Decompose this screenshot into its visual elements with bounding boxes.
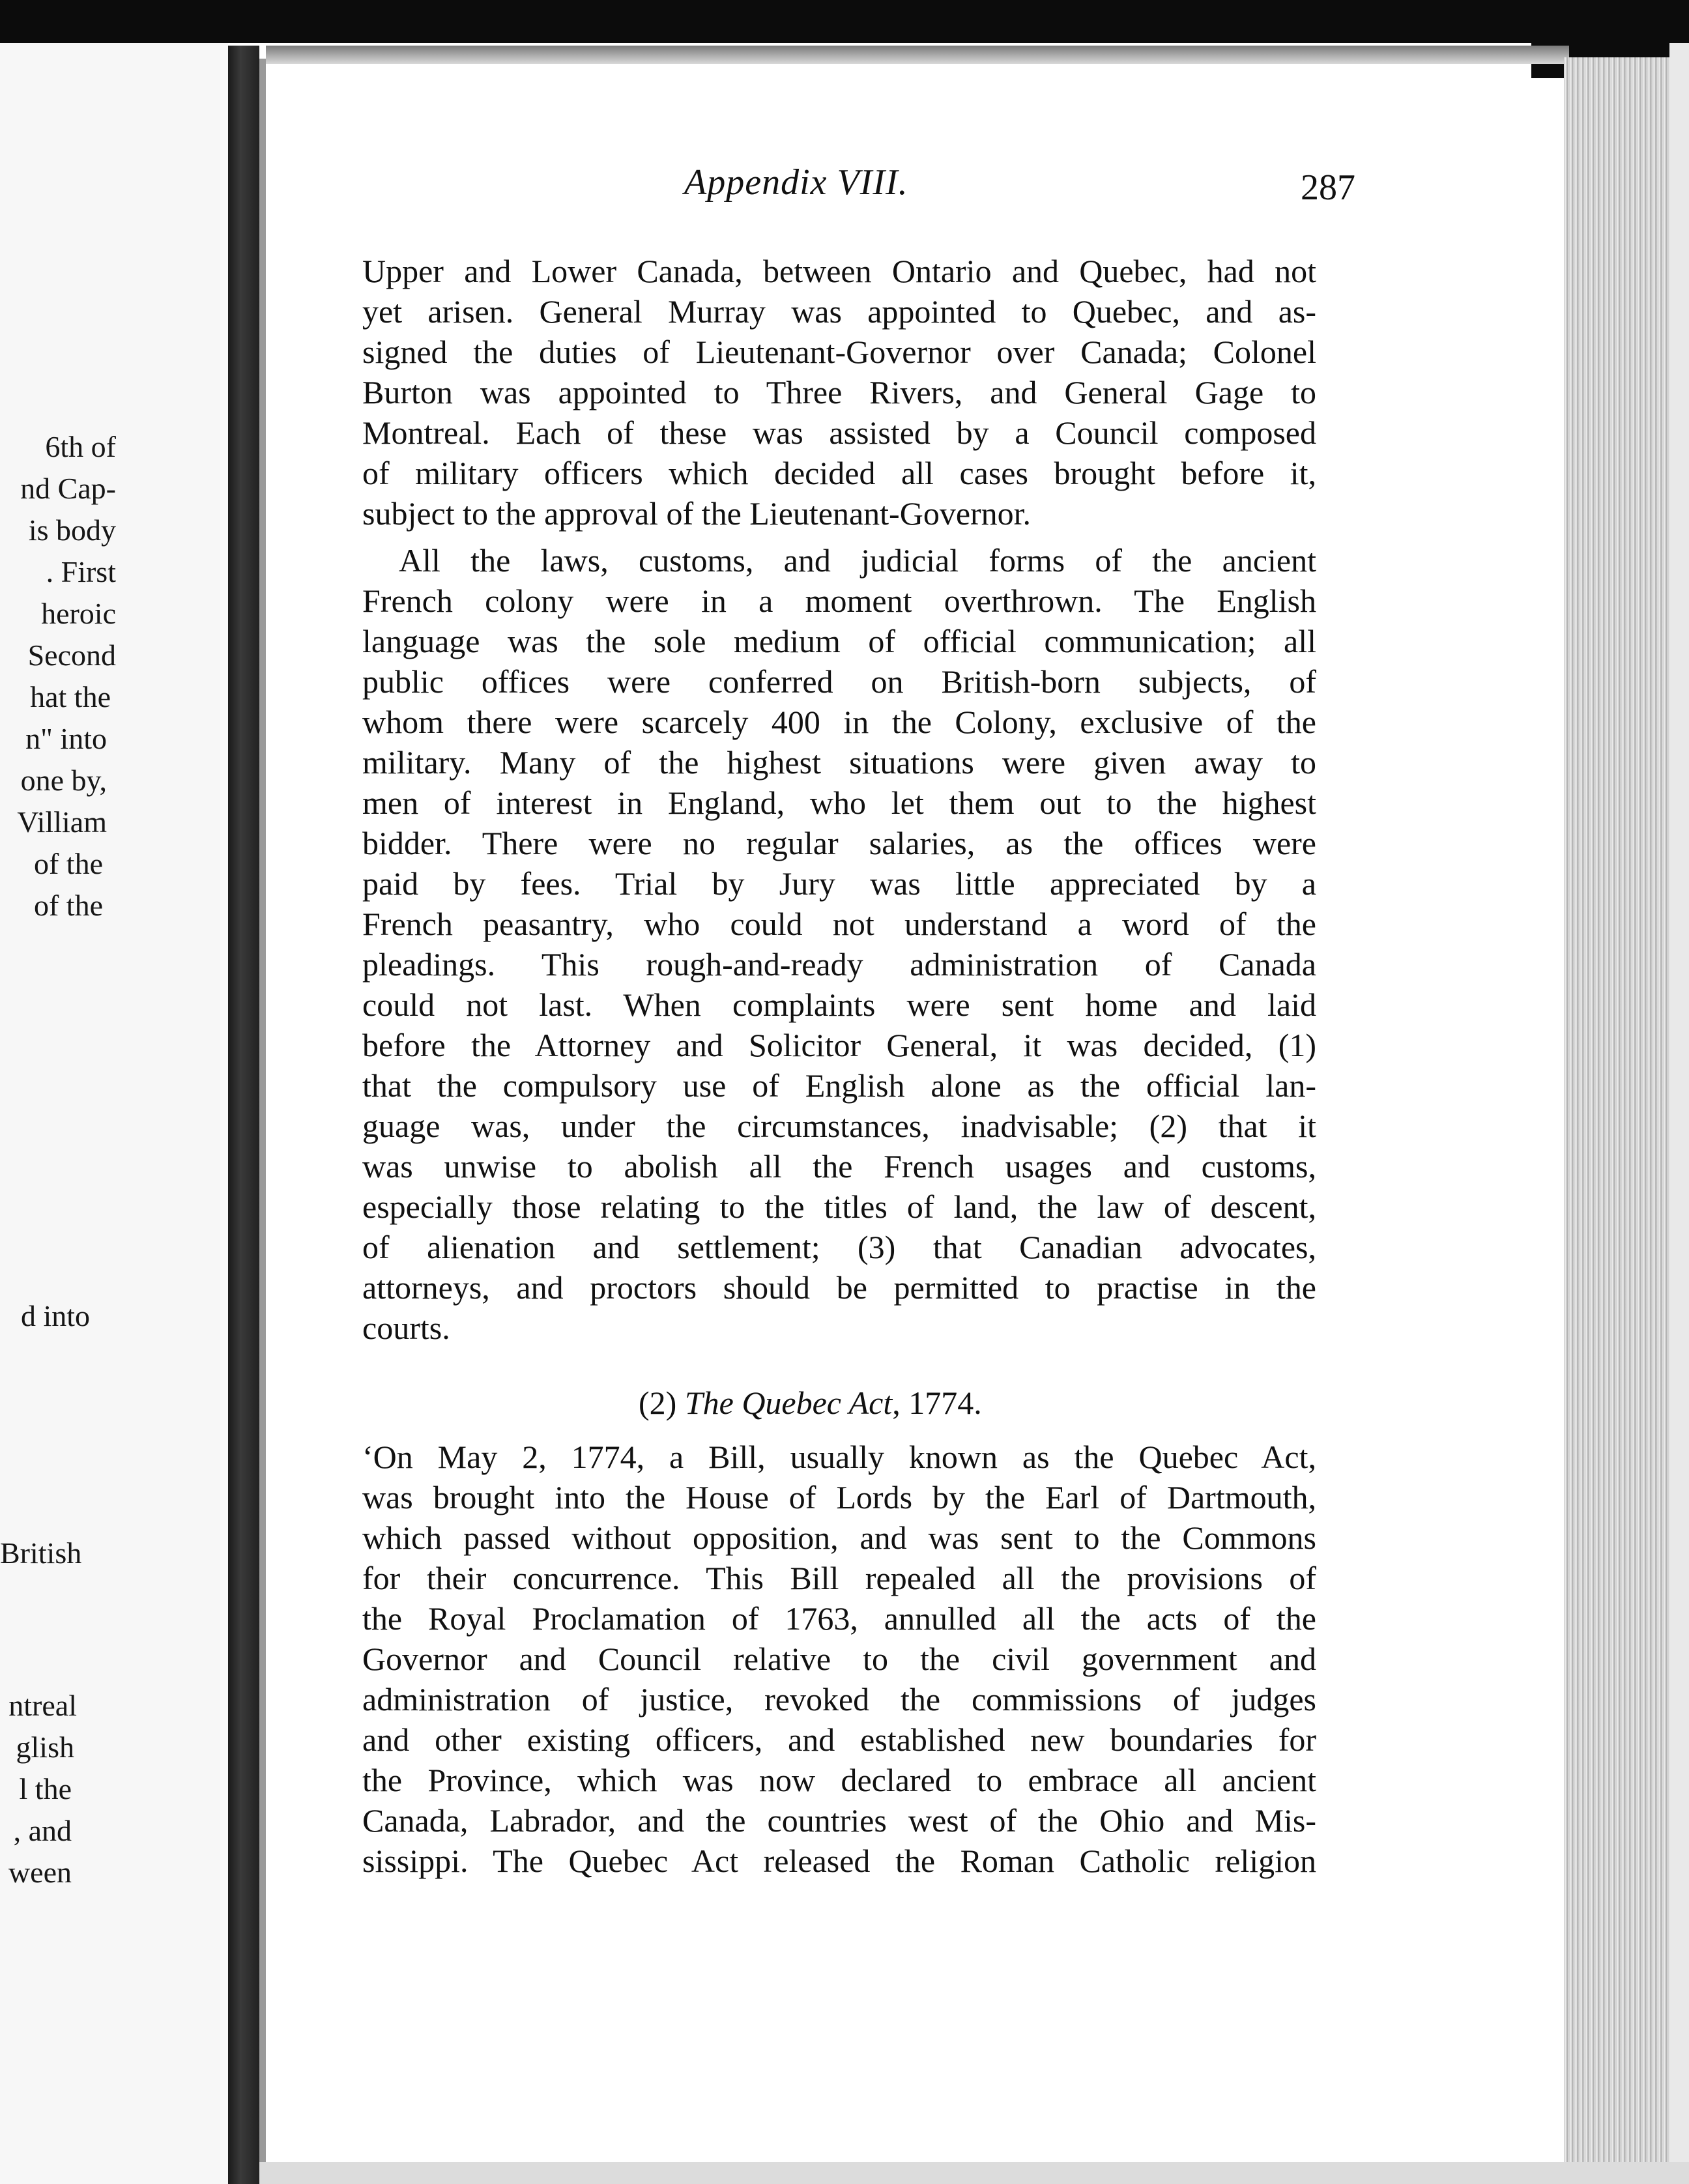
running-header-title: Appendix VIII. — [684, 162, 908, 203]
text-line: the Province, which was now declared to embrace all ancient — [362, 1762, 1316, 1798]
left-page-fragment: of the — [33, 889, 103, 922]
text-line: administration of justice, revoked the commissions of judges — [362, 1681, 1316, 1717]
left-page-fragment: ntreal — [8, 1689, 77, 1722]
text-line: courts. — [362, 1310, 450, 1346]
text-line: that the compulsory use of English alone as the official lan- — [362, 1067, 1316, 1104]
text-line: Governor and Council relative to the civil government and — [362, 1641, 1316, 1677]
text-line: yet arisen. General Murray was appointed to Quebec, and as- — [362, 293, 1316, 330]
left-page-fragment: . First — [46, 555, 116, 588]
text-line: bidder. There were no regular salaries, as the offices were — [362, 825, 1316, 861]
left-page-fragment: nd Cap- — [20, 472, 116, 505]
left-page-fragment: one by, — [20, 764, 107, 797]
text-line: ‘On May 2, 1774, a Bill, usually known as the Quebec Act, — [362, 1439, 1316, 1475]
left-page-fragment: British — [0, 1536, 82, 1570]
left-page-fragment: Villiam — [17, 805, 107, 839]
text-line: military. Many of the highest situations were given away to — [362, 744, 1316, 781]
section-number: (2) — [639, 1385, 677, 1421]
page-edges — [1564, 57, 1669, 2162]
text-line: attorneys, and proctors should be permitted to practise in the — [362, 1269, 1316, 1306]
text-line: was brought into the House of Lords by the Earl of Dartmouth, — [362, 1479, 1316, 1516]
section-heading — [639, 1384, 982, 1422]
left-page-fragment: , and — [13, 1814, 72, 1847]
text-line: of alienation and settlement; (3) that Canadian advocates, — [362, 1229, 1316, 1265]
gutter-shadow — [259, 59, 266, 2170]
left-page-fragment: d into — [20, 1299, 90, 1332]
text-line: French colony were in a moment overthrown. The English — [362, 582, 1316, 619]
scan-bottom-border — [259, 2162, 1689, 2184]
text-line: language was the sole medium of official communication; all — [362, 623, 1316, 659]
section-title: The Quebec Act — [684, 1385, 893, 1421]
text-line: French peasantry, who could not understand a word of the — [362, 906, 1316, 942]
text-line: was unwise to abolish all the French usages and customs, — [362, 1148, 1316, 1185]
text-line: Montreal. Each of these was assisted by a Council composed — [362, 414, 1316, 451]
text-line: the Royal Proclamation of 1763, annulled all the acts of the — [362, 1600, 1316, 1637]
text-line: guage was, under the circumstances, inadvisable; (2) that it — [362, 1108, 1316, 1144]
left-page-fragment: of the — [33, 847, 103, 880]
left-page-fragment: n" into — [25, 722, 107, 755]
section-year: , 1774. — [892, 1385, 982, 1421]
scan-right-border — [1669, 43, 1689, 2184]
left-page-fragment: is body — [28, 513, 116, 547]
text-line: sissippi. The Quebec Act released the Roman Catholic religion — [362, 1843, 1316, 1879]
text-line: before the Attorney and Solicitor General, it was decided, (1) — [362, 1027, 1316, 1063]
text-line: paid by fees. Trial by Jury was little appreciated by a — [362, 865, 1316, 902]
text-line: men of interest in England, who let them out to the highest — [362, 784, 1316, 821]
text-line: which passed without opposition, and was sent to the Commons — [362, 1519, 1316, 1556]
left-page-fragment: l the — [19, 1772, 72, 1805]
scan-top-border — [0, 0, 1689, 43]
text-line: especially those relating to the titles of land, the law of descent, — [362, 1188, 1316, 1225]
page-top-shadow — [266, 46, 1569, 64]
text-line: and other existing officers, and established new boundaries for — [362, 1721, 1316, 1758]
left-page-fragment: 6th of — [45, 430, 116, 463]
left-page-fragment: hat the — [30, 680, 111, 713]
text-line: signed the duties of Lieutenant-Governor over Canada; Colonel — [362, 334, 1316, 370]
text-line: Burton was appointed to Three Rivers, and General Gage to — [362, 374, 1316, 410]
left-page-fragment: Second — [27, 639, 116, 672]
book-gutter — [228, 46, 259, 2184]
text-line: subject to the approval of the Lieutenant-Governor. — [362, 495, 1032, 532]
page-number: 287 — [1301, 167, 1355, 208]
text-line: for their concurrence. This Bill repealed all the provisions of — [362, 1560, 1316, 1596]
facing-left-page — [0, 43, 228, 2184]
text-line: All the laws, customs, and judicial forms of the ancient — [399, 542, 1316, 579]
text-line: public offices were conferred on British-born subjects, of — [362, 663, 1316, 700]
text-line: of military officers which decided all cases brought before it, — [362, 455, 1316, 491]
text-line: Upper and Lower Canada, between Ontario and Quebec, had not — [362, 253, 1316, 289]
text-line: pleadings. This rough-and-ready administration of Canada — [362, 946, 1316, 983]
text-line: could not last. When complaints were sent home and laid — [362, 986, 1316, 1023]
left-page-fragment: glish — [16, 1731, 74, 1764]
text-line: whom there were scarcely 400 in the Colony, exclusive of the — [362, 704, 1316, 740]
text-line: Canada, Labrador, and the countries west of the Ohio and Mis- — [362, 1802, 1316, 1839]
left-page-fragment: heroic — [41, 597, 116, 630]
left-page-fragment: ween — [8, 1856, 72, 1889]
